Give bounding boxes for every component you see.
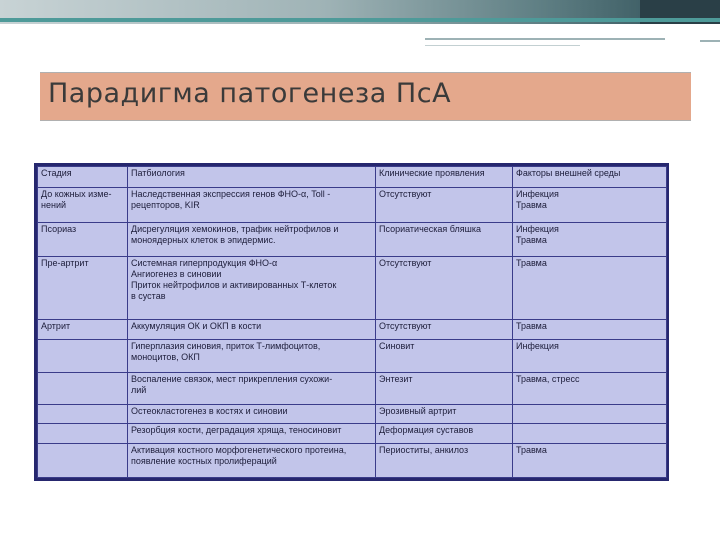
cell-pathobiology: Аккумуляция ОК и ОКП в кости: [128, 320, 376, 340]
header-cell-pathobiology: Патбиология: [128, 167, 376, 188]
decorative-rule: [425, 38, 665, 40]
cell-stage: [38, 339, 128, 372]
cell-environment: Травма: [513, 443, 667, 477]
cell-clinical: Отсутствуют: [376, 256, 513, 320]
cell-clinical: Деформация суставов: [376, 424, 513, 444]
pathogenesis-table-frame: [34, 163, 669, 481]
table-row: [38, 443, 667, 477]
cell-stage: Псориаз: [38, 222, 128, 256]
slide-title-box: [40, 72, 691, 121]
table-row: [38, 424, 667, 444]
cell-environment: [513, 424, 667, 444]
slide-title: Парадигма патогенеза ПсА: [48, 78, 452, 109]
cell-stage: Артрит: [38, 320, 128, 340]
cell-pathobiology: Остеокластогенез в костях и синовии: [128, 404, 376, 424]
cell-environment: Инфекция Травма: [513, 187, 667, 222]
cell-clinical: Периоститы, анкилоз: [376, 443, 513, 477]
cell-stage: [38, 372, 128, 404]
cell-stage: [38, 424, 128, 444]
cell-pathobiology: Дисрегуляция хемокинов, трафик нейтрофилов и моноядерных клеток в эпидермис.: [128, 222, 376, 256]
slide-top-bar: [0, 0, 720, 24]
cell-clinical: Синовит: [376, 339, 513, 372]
cell-clinical: Энтезит: [376, 372, 513, 404]
table-row: [38, 256, 667, 320]
header-cell-environment: Факторы внешней среды: [513, 167, 667, 188]
cell-environment: Травма, стресс: [513, 372, 667, 404]
table-row: [38, 339, 667, 372]
cell-clinical: Эрозивный артрит: [376, 404, 513, 424]
cell-environment: Травма: [513, 256, 667, 320]
table-row: [38, 320, 667, 340]
cell-pathobiology: Гиперплазия синовия, приток Т-лимфоцитов, моноцитов, ОКП: [128, 339, 376, 372]
table-row: [38, 222, 667, 256]
cell-clinical: Отсутствуют: [376, 187, 513, 222]
cell-stage: До кожных изме- нений: [38, 187, 128, 222]
cell-environment: [513, 404, 667, 424]
cell-stage: Пре-артрит: [38, 256, 128, 320]
cell-environment: Инфекция: [513, 339, 667, 372]
header-cell-stage: Стадия: [38, 167, 128, 188]
decorative-rule: [425, 45, 580, 46]
header-cell-clinical: Клинические проявления: [376, 167, 513, 188]
cell-environment: Инфекция Травма: [513, 222, 667, 256]
table-header-row: [38, 167, 667, 188]
cell-stage: [38, 443, 128, 477]
cell-pathobiology: Наследственная экспрессия генов ФНО-α, Toll - рецепторов, KIR: [128, 187, 376, 222]
top-bar-accent-line: [0, 18, 720, 22]
table-row: [38, 404, 667, 424]
cell-clinical: Псориатическая бляшка: [376, 222, 513, 256]
cell-pathobiology: Системная гиперпродукция ФНО-α Ангиогенез в синовии Приток нейтрофилов и активированных Т-клеток в сустав: [128, 256, 376, 320]
cell-pathobiology: Резорбция кости, деградация хряща, теносиновит: [128, 424, 376, 444]
cell-environment: Травма: [513, 320, 667, 340]
cell-pathobiology: Активация костного морфогенетического протеина, появление костных пролифераций: [128, 443, 376, 477]
pathogenesis-table: [37, 166, 667, 478]
cell-clinical: Отсутствуют: [376, 320, 513, 340]
cell-stage: [38, 404, 128, 424]
table-row: [38, 372, 667, 404]
decorative-rule: [700, 40, 720, 42]
cell-pathobiology: Воспаление связок, мест прикрепления сухожи- лий: [128, 372, 376, 404]
table-row: [38, 187, 667, 222]
